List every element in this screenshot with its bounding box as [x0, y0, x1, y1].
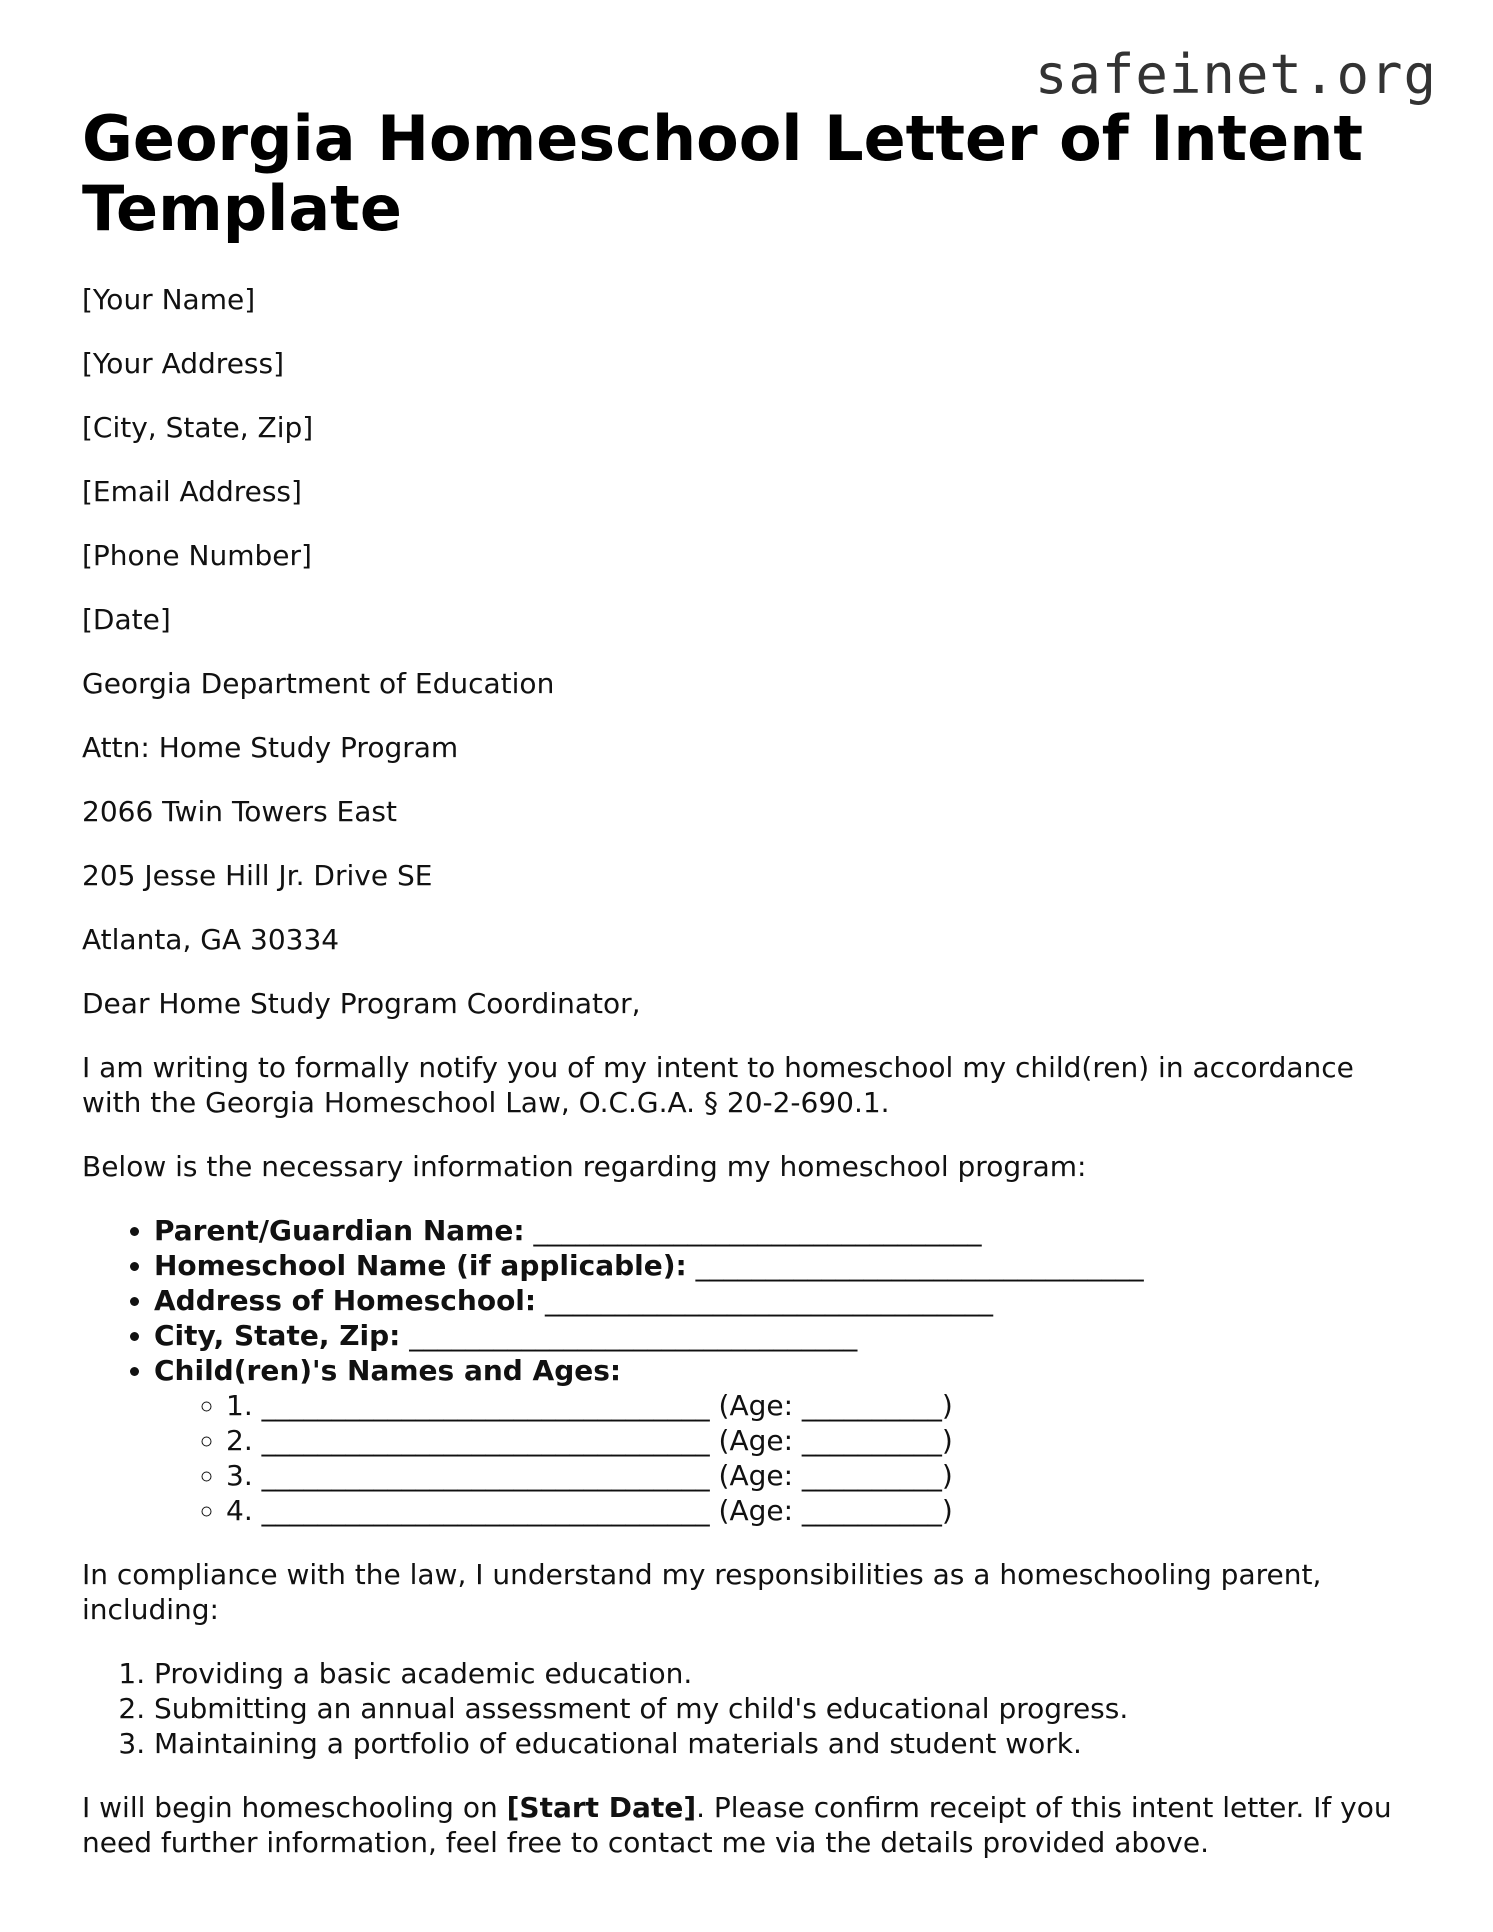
- recipient-org: Georgia Department of Education: [82, 667, 555, 700]
- responsibility-item: 3. Maintaining a portfolio of educational materials and student work.: [154, 1726, 1422, 1761]
- sender-city-state-zip: [City, State, Zip]: [82, 411, 314, 444]
- info-blank: ________________________________: [524, 1214, 982, 1247]
- closing-before: I will begin homeschooling on: [82, 1791, 507, 1824]
- info-item: [154, 1353, 1422, 1528]
- recipient-city: Atlanta, GA 30334: [82, 923, 340, 956]
- child-entry: ◦ 3. ________________________________ (Age: __________): [226, 1458, 1422, 1493]
- start-date-placeholder: [Start Date]: [506, 1791, 697, 1824]
- recipient-line1: 2066 Twin Towers East: [82, 795, 397, 828]
- letter-date: [Date]: [82, 603, 171, 636]
- info-blank: ________________________________: [400, 1319, 858, 1352]
- sender-name: [Your Name]: [82, 283, 256, 316]
- info-item: [154, 1213, 1422, 1248]
- responsibility-item: 2. Submitting an annual assessment of my child's educational progress.: [154, 1691, 1422, 1726]
- child-entry: ◦ 2. ________________________________ (Age: __________): [226, 1423, 1422, 1458]
- info-label: Parent/Guardian Name:: [154, 1214, 525, 1247]
- info-label: Homeschool Name (if applicable):: [154, 1249, 687, 1282]
- info-item: [154, 1318, 1422, 1353]
- info-item: [154, 1283, 1422, 1318]
- sender-email: [Email Address]: [82, 475, 302, 508]
- compliance-intro: In compliance with the law, I understand my responsibilities as a homeschooling parent, including:: [82, 1558, 1322, 1626]
- salutation: Dear Home Study Program Coordinator,: [82, 987, 641, 1020]
- children-list: [154, 1388, 1422, 1528]
- sender-phone: [Phone Number]: [82, 539, 312, 572]
- letter-document: [82, 104, 1422, 1889]
- info-intro: Below is the necessary information regarding my homeschool program:: [82, 1150, 1087, 1183]
- child-entry: ◦ 1. ________________________________ (Age: __________): [226, 1388, 1422, 1423]
- page-title: Georgia Homeschool Letter of Intent Template: [82, 102, 1363, 245]
- info-blank: ________________________________: [686, 1249, 1144, 1282]
- closing-paragraph: [82, 1790, 1422, 1860]
- info-list: [82, 1213, 1422, 1528]
- recipient-attn: Attn: Home Study Program: [82, 731, 459, 764]
- child-entry: ◦ 4. ________________________________ (Age: __________): [226, 1493, 1422, 1528]
- responsibilities-list: [82, 1656, 1422, 1761]
- recipient-line2: 205 Jesse Hill Jr. Drive SE: [82, 859, 433, 892]
- responsibility-item: 1. Providing a basic academic education.: [154, 1656, 1422, 1691]
- watermark: safeinet.org: [1034, 43, 1437, 106]
- info-label: City, State, Zip:: [154, 1319, 401, 1352]
- closing-after: . Please confirm receipt of this intent letter. If you need further information, feel free to contact me via the details provided above.: [82, 1791, 1392, 1859]
- info-label: Address of Homeschool:: [154, 1284, 537, 1317]
- intro-paragraph: I am writing to formally notify you of my intent to homeschool my child(ren) in accordance with the Georgia Homeschool Law, O.C.G.A. § 20-2-690.1.: [82, 1051, 1354, 1119]
- info-label: Child(ren)'s Names and Ages:: [154, 1354, 622, 1387]
- letter-body: [82, 282, 1422, 1860]
- info-item: [154, 1248, 1422, 1283]
- sender-address: [Your Address]: [82, 347, 285, 380]
- info-blank: ________________________________: [536, 1284, 994, 1317]
